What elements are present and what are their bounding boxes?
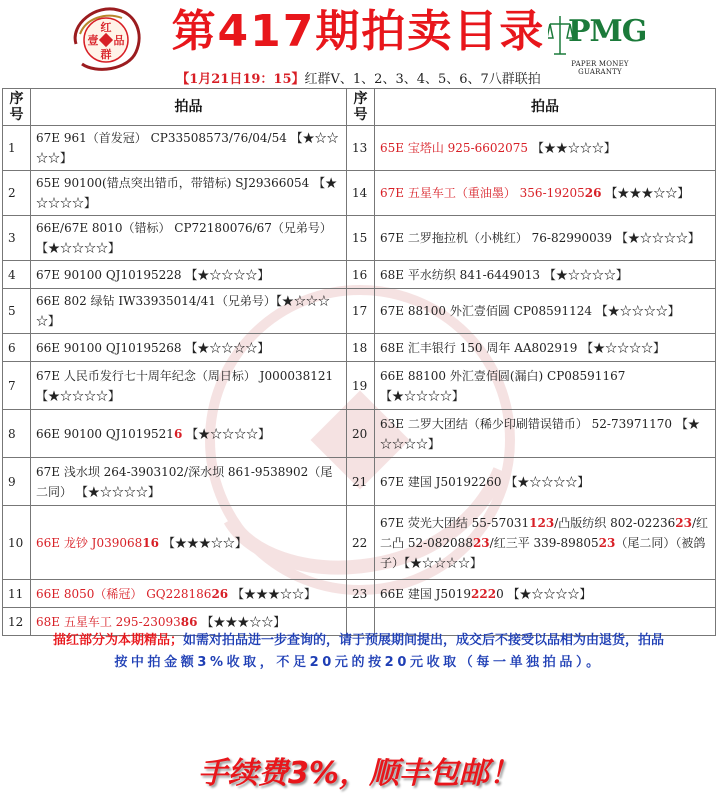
lot-description xyxy=(375,171,716,216)
logo-char-1: 红 xyxy=(100,21,112,34)
lot-text: 0 xyxy=(496,586,508,601)
lot-text: 67E 荧光大团结 55-57031 xyxy=(380,515,530,530)
lot-number: 19 xyxy=(347,362,375,410)
lot-rating: 【★☆☆☆☆】 xyxy=(75,484,160,499)
lot-text: 123 xyxy=(529,515,555,530)
col-no-header: 序号 xyxy=(347,89,375,126)
lot-text: 222 xyxy=(471,586,497,601)
logo-char-3: 品 xyxy=(113,34,125,47)
lot-rating: 【★☆☆☆☆】 xyxy=(186,426,271,441)
table-header-row xyxy=(3,89,716,126)
lot-number: 11 xyxy=(3,580,31,608)
lot-description xyxy=(31,289,347,334)
lot-rating: 【★★★☆☆】 xyxy=(201,614,286,629)
table-row xyxy=(3,126,716,171)
lot-rating: 【★☆☆☆☆】 xyxy=(404,555,483,570)
lot-rating: 【★☆☆☆☆】 xyxy=(185,340,270,355)
lot-text: 66E 90100 QJ1019521 xyxy=(36,426,174,441)
lot-rating: 【★☆☆☆☆】 xyxy=(380,416,700,451)
lot-description xyxy=(375,362,716,410)
notes-text: 如需对拍品进一步查询的，请于预展期间提出，成交后不接受以品相为由退货，拍品 xyxy=(183,633,665,648)
lot-text: 66E/67E 8010（错标） CP72180076/67（兄弟号） xyxy=(36,221,332,235)
table-row xyxy=(3,289,716,334)
pmg-subtitle: PAPER MONEY GUARANTY xyxy=(571,60,629,76)
lot-description xyxy=(31,506,347,580)
lot-description xyxy=(31,580,347,608)
lot-rating: 【★★★☆☆】 xyxy=(162,535,247,550)
table-row xyxy=(3,458,716,506)
notes-line-1 xyxy=(0,630,717,652)
lot-rating: 【★☆☆☆☆】 xyxy=(36,241,121,255)
lot-text: 66E 90100 QJ10195268 xyxy=(36,340,186,355)
lot-text: 66E 802 绿钻 IW33935014/41（兄弟号） xyxy=(36,294,276,308)
lot-number: 7 xyxy=(3,362,31,410)
lot-number: 14 xyxy=(347,171,375,216)
table-row xyxy=(3,171,716,216)
lot-rating: 【★☆☆☆☆】 xyxy=(615,231,700,245)
lot-text: 26 xyxy=(584,186,602,200)
lot-text: 67E 浅水坝 264-3903102/深水坝 861-9538902（尾二同） xyxy=(36,464,333,499)
lot-number: 1 xyxy=(3,126,31,171)
lot-number: 13 xyxy=(347,126,375,171)
fee-banner: 手续费3%，顺丰包邮！ xyxy=(198,756,519,791)
table-row xyxy=(3,506,716,580)
lot-text: 67E 人民币发行七十周年纪念（周日标） J000038121 xyxy=(36,368,334,383)
lot-text: （尾二同）（被鸽子） xyxy=(380,535,706,570)
lot-number: 23 xyxy=(347,580,375,608)
lot-text: 63E 二罗大团结（稀少印刷错误错币） 52-73971170 xyxy=(380,416,676,431)
lot-description xyxy=(31,216,347,261)
lot-text: 23 xyxy=(598,535,616,550)
table-row xyxy=(3,580,716,608)
lot-number: 22 xyxy=(347,506,375,580)
page-title: 第417期拍卖目录 xyxy=(171,6,546,57)
notes xyxy=(0,630,717,674)
lot-number: 9 xyxy=(3,458,31,506)
catalog-table xyxy=(2,88,716,636)
table-row xyxy=(3,216,716,261)
lot-text: 68E 五星车工 295-23093 xyxy=(36,614,181,629)
lot-description xyxy=(31,261,347,289)
lot-text: 65E 宝塔山 925-6602075 xyxy=(380,141,532,155)
lot-text: 67E 88100 外汇壹佰圆 CP08591124 xyxy=(380,304,596,318)
lot-rating: 【★★★☆☆】 xyxy=(231,586,316,601)
lot-rating: 【★☆☆☆☆】 xyxy=(36,131,339,165)
col-item-header: 拍品 xyxy=(375,89,716,126)
notes-highlight: 描红部分为本期精品； xyxy=(52,633,183,648)
notes-line-2: 按中拍金额3%收取，不足20元的按20元收取（每一单独拍品）。 xyxy=(114,655,603,670)
lot-description xyxy=(375,216,716,261)
table-row xyxy=(3,410,716,458)
lot-number: 21 xyxy=(347,458,375,506)
col-item-header: 拍品 xyxy=(31,89,347,126)
lot-text: 68E 平水纺织 841-6449013 xyxy=(380,267,544,282)
lot-text: 66E 8050（稀冠） GQ228186 xyxy=(36,586,212,601)
lot-text: 66E 88100 外汇壹佰圆(漏白) CP08591167 xyxy=(380,368,626,383)
lot-text: 67E 90100 QJ10195228 xyxy=(36,267,186,282)
lot-rating: 【★☆☆☆☆】 xyxy=(543,267,628,282)
lot-number: 10 xyxy=(3,506,31,580)
lot-number: 12 xyxy=(3,608,31,636)
lot-rating: 【★☆☆☆☆】 xyxy=(36,294,330,328)
lot-rating: 【★☆☆☆☆】 xyxy=(505,474,590,489)
auction-time: 【1月21日19：15】 xyxy=(176,72,305,87)
lot-description xyxy=(375,126,716,171)
header xyxy=(0,0,717,88)
table-row xyxy=(3,362,716,410)
lot-rating: 【★☆☆☆☆】 xyxy=(595,304,680,318)
logo-char-4: 群 xyxy=(100,48,112,61)
logo-char-2: 壹 xyxy=(87,34,99,47)
lot-number: 5 xyxy=(3,289,31,334)
lot-description xyxy=(375,261,716,289)
lot-description xyxy=(31,334,347,362)
lot-description xyxy=(375,506,716,580)
lot-number: 18 xyxy=(347,334,375,362)
lot-text: 23 xyxy=(675,515,692,530)
lot-description xyxy=(375,289,716,334)
lot-text: 66E 龙钞 J039068 xyxy=(36,535,143,550)
lot-rating: 【★☆☆☆☆】 xyxy=(36,388,121,403)
lot-description xyxy=(31,126,347,171)
lot-text: 67E 961（首发冠） CP33508573/76/04/54 xyxy=(36,131,291,145)
pmg-brand: PMG xyxy=(568,14,647,49)
lot-number: 15 xyxy=(347,216,375,261)
lot-text: /凸版纺织 802-02236 xyxy=(554,515,676,530)
lot-text: /红三平 339-89805 xyxy=(489,535,599,550)
lot-text: 66E 建国 J5019 xyxy=(380,586,472,601)
lot-rating: 【★☆☆☆☆】 xyxy=(380,388,465,403)
lot-rating: 【★★☆☆☆】 xyxy=(531,141,616,155)
lot-text: /红二凸 52-082088 xyxy=(380,515,708,550)
lot-text: 16 xyxy=(142,535,159,550)
lot-rating: 【★☆☆☆☆】 xyxy=(581,340,666,355)
lot-description xyxy=(375,410,716,458)
lot-number: 4 xyxy=(3,261,31,289)
lot-number: 3 xyxy=(3,216,31,261)
lot-number: 8 xyxy=(3,410,31,458)
lot-description xyxy=(375,580,716,608)
lot-rating: 【★☆☆☆☆】 xyxy=(507,586,592,601)
table-body xyxy=(3,126,716,636)
lot-number: 17 xyxy=(347,289,375,334)
lot-text: 23 xyxy=(472,535,490,550)
lot-number: 16 xyxy=(347,261,375,289)
lot-text: 67E 二罗拖拉机（小桃红） 76-82990039 xyxy=(380,231,616,245)
lot-text: 67E 建国 J50192260 xyxy=(380,474,506,489)
lot-text: 67E 五星车工（重油墨） 356-19205 xyxy=(380,186,585,200)
lot-description xyxy=(31,458,347,506)
lot-text: 26 xyxy=(211,586,229,601)
lot-text: 65E 90100(错点突出错币，带错标) SJ29366054 xyxy=(36,176,314,190)
table-row xyxy=(3,334,716,362)
lot-description xyxy=(375,334,716,362)
auction-groups: 红群V、1、2、3、4、5、6、7八群联拍 xyxy=(304,72,541,87)
lot-description xyxy=(31,410,347,458)
col-no-header: 序号 xyxy=(3,89,31,126)
table-row xyxy=(3,261,716,289)
lot-description xyxy=(375,458,716,506)
lot-description xyxy=(31,362,347,410)
lot-number: 2 xyxy=(3,171,31,216)
auction-subtitle xyxy=(0,68,717,87)
lot-number: 6 xyxy=(3,334,31,362)
lot-rating: 【★★★☆☆】 xyxy=(605,186,690,200)
lot-text: 86 xyxy=(180,614,198,629)
lot-description xyxy=(31,171,347,216)
lot-text: 6 xyxy=(173,426,183,441)
lot-number: 20 xyxy=(347,410,375,458)
lot-rating: 【★☆☆☆☆】 xyxy=(36,176,338,210)
lot-rating: 【★☆☆☆☆】 xyxy=(185,267,270,282)
lot-text: 68E 汇丰银行 150 周年 AA802919 xyxy=(380,340,582,355)
